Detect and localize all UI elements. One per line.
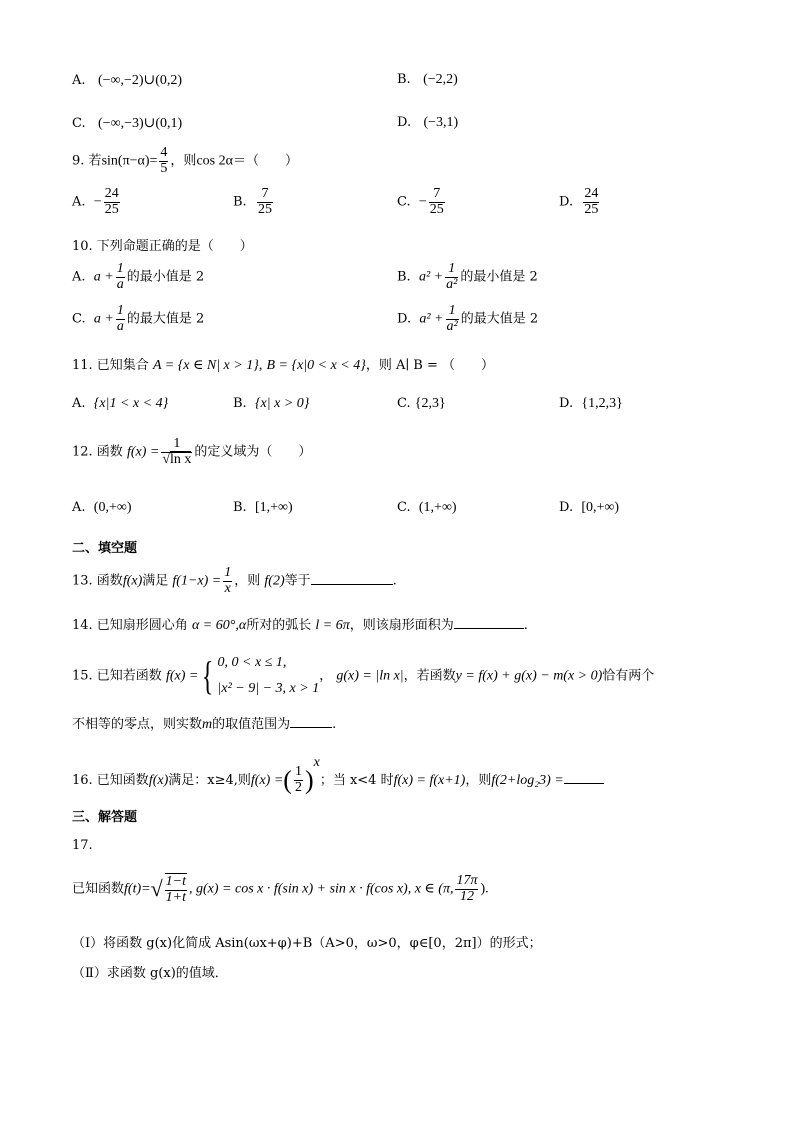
math-expr: A = {x ∈ N| x > 1} xyxy=(152,358,259,373)
option-label: B. xyxy=(233,500,247,515)
question-text: 11. 已知集合 xyxy=(72,358,149,373)
question-14 xyxy=(72,614,528,634)
section-title-answer: 三、解答题 xyxy=(72,810,138,825)
numerator: 1 xyxy=(116,303,124,318)
question-text: 12. 函数 xyxy=(72,444,123,460)
question-text: 满足：x≥4,则 xyxy=(168,773,251,788)
question-13 xyxy=(72,566,397,596)
q11-option-b xyxy=(233,396,309,412)
piecewise-cases xyxy=(218,650,320,702)
question-11 xyxy=(72,354,494,374)
right-paren: ) xyxy=(304,765,314,795)
option-label: D. xyxy=(559,194,574,210)
numerator: 7 xyxy=(257,187,273,203)
fraction xyxy=(223,566,232,596)
question-text: 13. 函数 xyxy=(72,573,123,589)
question-text: 的取值范围为 xyxy=(212,717,291,732)
case-2: |x² − 9| − 3, x > 1 xyxy=(217,681,320,696)
question-17-stem xyxy=(72,873,489,905)
fraction xyxy=(446,304,459,334)
question-12 xyxy=(72,437,311,467)
numerator: 1 xyxy=(445,262,458,278)
option-label: D. xyxy=(559,500,574,515)
question-text: ，则该扇形面积为 xyxy=(349,618,454,633)
question-text: ＝（ ） xyxy=(232,153,298,169)
denominator: 25 xyxy=(429,201,444,217)
denominator: a xyxy=(116,276,124,292)
math-expr: f(x) = xyxy=(165,668,199,684)
question-17-part-2: （Ⅱ）求函数 g(x)的值域． xyxy=(72,966,228,981)
numerator: 4 xyxy=(160,145,168,160)
exponent: x xyxy=(313,755,320,770)
denominator: 2 xyxy=(294,780,302,795)
question-15-line-2 xyxy=(72,713,336,733)
question-text: ，则 xyxy=(234,573,261,589)
q12-option-a xyxy=(72,500,132,516)
math-expr: f(1−x) = xyxy=(172,573,222,589)
denominator: 1+t xyxy=(165,889,186,905)
math-expr: cos 2α xyxy=(196,153,233,169)
question-text: 所对的弧长 xyxy=(246,618,312,633)
q8-option-c xyxy=(72,115,182,132)
option-text: (−3,1) xyxy=(423,115,459,130)
sqrt-symbol: √ xyxy=(150,876,163,902)
numerator: 1−t xyxy=(165,874,186,889)
radicand-fraction xyxy=(165,873,187,905)
option-label: C. xyxy=(397,500,411,515)
numerator: 17π xyxy=(456,873,478,888)
option-text: (1,+∞) xyxy=(418,500,457,515)
fraction xyxy=(294,765,303,795)
option-label: D. xyxy=(397,115,412,130)
left-brace: { xyxy=(202,653,214,698)
denominator: x xyxy=(224,580,231,596)
question-16 xyxy=(72,755,604,796)
fraction xyxy=(583,187,599,217)
fraction xyxy=(429,187,445,217)
answer-blank[interactable] xyxy=(290,727,332,728)
fraction xyxy=(116,262,125,292)
math-expr: f(x) xyxy=(122,573,143,589)
denominator: a² xyxy=(446,318,458,334)
denominator: 5 xyxy=(160,160,168,176)
numerator: 1 xyxy=(116,261,124,276)
denominator: 25 xyxy=(257,201,272,217)
answer-blank[interactable] xyxy=(454,628,524,629)
q10-option-d xyxy=(397,304,538,334)
option-text: (0,+∞) xyxy=(93,500,132,515)
question-15 xyxy=(72,650,654,702)
q10-option-b xyxy=(397,262,538,292)
option-label: C. xyxy=(397,194,411,210)
denominator: a² xyxy=(446,276,458,292)
math-expr: f(x) = xyxy=(126,444,160,460)
q12-option-c xyxy=(397,500,457,516)
math-expr: l = 6π xyxy=(315,618,350,633)
math-expr: g(x) = |ln x| xyxy=(336,668,404,684)
option-label: C. xyxy=(72,311,86,327)
question-text: ，则 A∣ B = （ ） xyxy=(365,358,494,373)
fraction xyxy=(161,437,192,467)
question-text: 已知函数 xyxy=(72,881,125,897)
option-text: 的最小值是 2 xyxy=(126,269,205,285)
question-text: 不相等的零点，则实数 xyxy=(72,717,203,732)
sign: − xyxy=(418,194,427,210)
question-text: 16. 已知函数 xyxy=(72,773,149,788)
question-text: 若 xyxy=(88,153,102,169)
math-expr: f(x) = f(x+1) xyxy=(393,773,466,788)
question-text: ，则 xyxy=(170,153,197,169)
q8-option-a xyxy=(72,72,182,89)
numerator: 24 xyxy=(584,186,599,201)
punctuation: . xyxy=(523,618,528,633)
math-expr: , g(x) = cos x · f(sin x) + sin x · f(cos x), x ∈ (π, xyxy=(189,881,454,897)
punctuation: ). xyxy=(480,881,489,897)
math-expr: y = f(x) + g(x) − m(x > 0) xyxy=(455,668,603,684)
question-text: 满足 xyxy=(142,573,169,589)
option-text: 的最小值是 2 xyxy=(460,269,538,285)
option-label: A. xyxy=(72,269,86,285)
math-expr: m xyxy=(202,717,213,732)
fraction xyxy=(116,304,125,334)
q9-option-d xyxy=(559,187,601,217)
math-expr: a + xyxy=(93,269,114,285)
math-expr: B = {x|0 < x < 4} xyxy=(266,358,366,373)
q10-option-c xyxy=(72,304,204,334)
q12-option-b xyxy=(233,500,293,516)
question-text: ，若函数 xyxy=(403,668,456,684)
fraction xyxy=(104,187,120,217)
math-expr: a + xyxy=(93,311,114,327)
option-text: 的最大值是 2 xyxy=(126,311,205,327)
q8-option-d xyxy=(397,115,458,131)
option-text: {2,3} xyxy=(414,396,446,411)
question-10 xyxy=(72,235,253,254)
denominator: 12 xyxy=(459,888,474,904)
option-label: B. xyxy=(233,396,247,411)
math-expr: a² + xyxy=(419,311,444,327)
question-text: 15. 已知若函数 xyxy=(72,668,162,684)
option-label: A. xyxy=(72,500,86,515)
math-expr: f(x) xyxy=(148,773,169,788)
denominator: √ln x xyxy=(162,451,192,467)
option-label: C. xyxy=(397,396,411,411)
question-text: 恰有两个 xyxy=(602,668,655,684)
math-expr: α = 60°,α xyxy=(191,618,247,633)
option-text: (−2,2) xyxy=(423,72,458,87)
option-label: A. xyxy=(72,396,86,411)
math-expr: f(2) xyxy=(264,573,285,589)
option-text: {1,2,3} xyxy=(581,396,623,411)
option-label: A. xyxy=(72,73,86,88)
punctuation: . xyxy=(392,573,397,589)
numerator: 1 xyxy=(224,565,232,580)
radicand: ln x xyxy=(170,451,192,467)
answer-blank[interactable] xyxy=(311,584,393,585)
question-number: 9. xyxy=(72,153,85,169)
q9-option-b xyxy=(233,187,275,217)
option-label: D. xyxy=(397,311,412,327)
case-1: 0, 0 < x ≤ 1, xyxy=(217,655,287,670)
separator: , xyxy=(258,358,263,373)
question-text: 的定义域为（ ） xyxy=(194,444,312,460)
question-text: 等于 xyxy=(284,573,311,589)
denominator: 25 xyxy=(584,201,599,217)
numerator: 1 xyxy=(446,304,459,320)
fraction xyxy=(257,187,273,217)
question-17-number: 17. xyxy=(72,838,93,853)
sign: − xyxy=(93,194,102,210)
left-paren: ( xyxy=(283,765,292,795)
answer-blank[interactable] xyxy=(564,783,604,784)
math-expr: a² + xyxy=(418,269,444,285)
option-label: D. xyxy=(559,396,574,411)
denominator: 25 xyxy=(104,201,119,217)
option-text: {x| x > 0} xyxy=(254,396,310,411)
numerator: 24 xyxy=(104,186,119,201)
numerator: 1 xyxy=(161,437,192,453)
question-17-part-1: （Ⅰ）将函数 g(x)化简成 Asin(ωx+φ)+B（A>0，ω>0，φ∈[0，2π]）的形式； xyxy=(72,936,542,951)
fraction xyxy=(445,262,458,292)
question-text: 10. 下列命题正确的是（ ） xyxy=(72,239,253,254)
separator: ， xyxy=(319,668,333,684)
option-text: (−∞,−3)∪(0,1) xyxy=(98,116,183,131)
math-expr: f(t)= xyxy=(124,881,151,897)
q8-option-b xyxy=(397,72,458,88)
math-expr: f(2+log₂3) = xyxy=(491,773,564,788)
q11-option-a xyxy=(72,396,168,412)
question-text: ，则 xyxy=(465,773,492,788)
option-text: [1,+∞) xyxy=(254,500,293,515)
q11-option-d xyxy=(559,396,623,412)
numerator: 1 xyxy=(294,764,302,780)
option-text: 的最大值是 2 xyxy=(460,311,539,327)
fraction xyxy=(159,146,168,176)
punctuation: . xyxy=(332,717,337,732)
q12-option-d xyxy=(559,500,619,516)
denominator: a xyxy=(116,318,124,334)
option-label: B. xyxy=(397,72,411,87)
question-9 xyxy=(72,146,298,176)
option-label: A. xyxy=(72,194,86,210)
section-title-fill-in: 二、填空题 xyxy=(72,541,138,556)
math-expr: sin(π−α)= xyxy=(101,153,158,169)
math-expr: f(x) = xyxy=(250,773,284,788)
q9-option-c xyxy=(397,187,447,217)
question-text: ；当 x<4 时 xyxy=(319,773,394,788)
q11-option-c xyxy=(397,396,446,412)
question-text: 14. 已知扇形圆心角 xyxy=(72,618,188,633)
option-label: C. xyxy=(72,116,86,131)
option-text: {x|1 < x < 4} xyxy=(93,396,169,411)
fraction xyxy=(455,874,478,904)
option-label: B. xyxy=(233,194,247,210)
option-text: [0,+∞) xyxy=(581,500,620,515)
option-text: (−∞,−2)∪(0,2) xyxy=(97,73,183,88)
q9-option-a xyxy=(72,187,122,217)
numerator: 7 xyxy=(429,187,445,203)
option-label: B. xyxy=(397,269,411,285)
q10-option-a xyxy=(72,262,204,292)
